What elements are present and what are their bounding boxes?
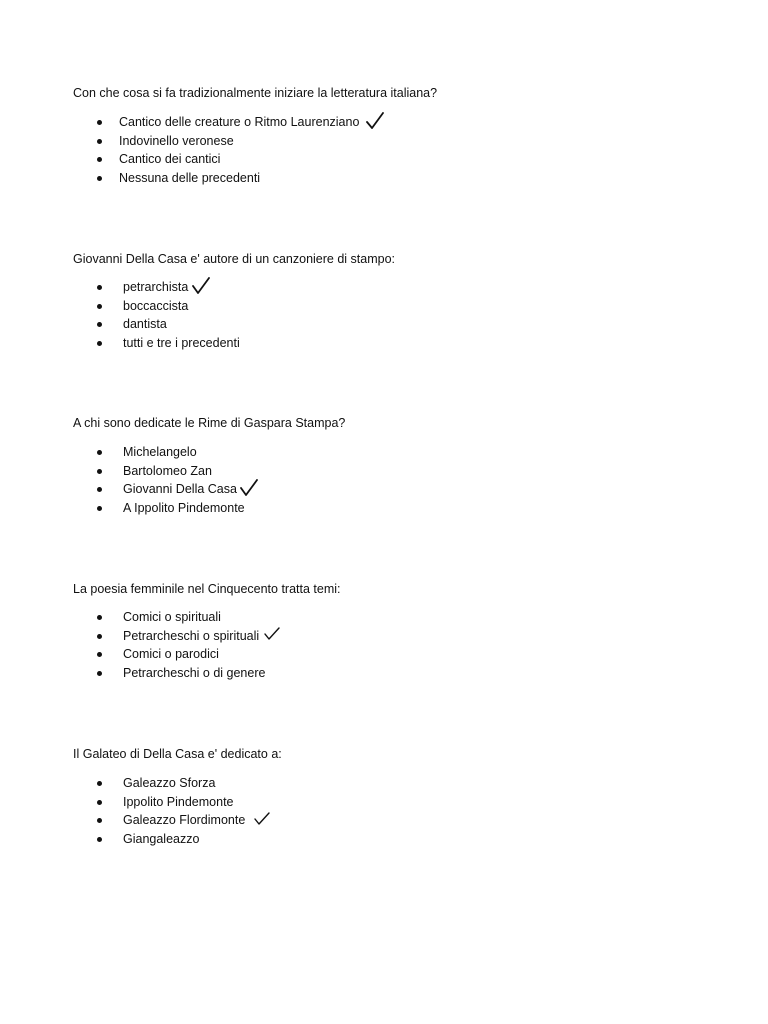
bullet-dot-icon xyxy=(97,450,102,455)
bullet-dot-icon xyxy=(97,800,102,805)
answer-list xyxy=(73,774,713,848)
answer-option xyxy=(73,462,713,481)
answer-label: Indovinello veronese xyxy=(119,133,234,148)
bullet-dot-icon xyxy=(97,341,102,346)
answer-label: boccaccista xyxy=(123,298,189,313)
answer-label: Nessuna delle precedenti xyxy=(119,170,261,185)
checkmark-icon xyxy=(240,479,258,497)
bullet-dot-icon xyxy=(97,652,102,657)
answer-label: dantista xyxy=(123,317,167,331)
checkmark-icon xyxy=(254,812,270,826)
answer-option xyxy=(73,627,713,646)
answer-option xyxy=(73,793,713,812)
answer-label: Ippolito Pindemonte xyxy=(123,794,234,809)
bullet-dot-icon xyxy=(97,139,102,144)
answer-option xyxy=(73,150,713,169)
answer-label: Galeazzo Flordimonte xyxy=(123,813,246,827)
bullet-dot-icon xyxy=(97,157,102,162)
answer-label: Petrarcheschi o di genere xyxy=(123,665,266,680)
answer-option xyxy=(73,334,713,353)
bullet-dot-icon xyxy=(97,506,102,511)
answer-label: A Ippolito Pindemonte xyxy=(123,500,245,515)
bullet-dot-icon xyxy=(97,487,102,492)
bullet-dot-icon xyxy=(97,176,102,181)
bullet-dot-icon xyxy=(97,818,102,823)
answer-label: Bartolomeo Zan xyxy=(123,463,212,478)
answer-label: Comici o parodici xyxy=(123,647,219,661)
answer-label: Giangaleazzo xyxy=(123,831,200,846)
answer-option xyxy=(73,443,713,462)
answer-list xyxy=(73,278,713,352)
question-5 xyxy=(73,747,713,848)
question-3 xyxy=(73,416,713,517)
bullet-dot-icon xyxy=(97,469,102,474)
checkmark-icon xyxy=(264,627,280,641)
answer-option xyxy=(73,278,713,297)
bullet-dot-icon xyxy=(97,285,102,290)
bullet-dot-icon xyxy=(97,634,102,639)
question-text: Giovanni Della Casa e' autore di un canzoniere di stampo: xyxy=(73,252,396,266)
question-4 xyxy=(73,582,713,682)
answer-option xyxy=(73,664,713,683)
answer-label: Giovanni Della Casa xyxy=(123,482,237,496)
answer-label: Comici o spirituali xyxy=(123,610,221,624)
answer-option xyxy=(73,608,713,627)
question-1 xyxy=(73,86,713,187)
answer-option xyxy=(73,113,713,132)
answer-option xyxy=(73,830,713,849)
question-text: Con che cosa si fa tradizionalmente iniziare la letteratura italiana? xyxy=(73,86,438,100)
answer-list xyxy=(73,113,713,187)
answer-label: Michelangelo xyxy=(123,445,197,459)
question-text: A chi sono dedicate le Rime di Gaspara Stampa? xyxy=(73,416,346,430)
bullet-dot-icon xyxy=(97,615,102,620)
answer-option xyxy=(73,811,713,830)
answer-list xyxy=(73,443,713,517)
checkmark-icon xyxy=(192,277,210,295)
bullet-dot-icon xyxy=(97,671,102,676)
answer-option xyxy=(73,774,713,793)
question-text: Il Galateo di Della Casa e' dedicato a: xyxy=(73,747,282,761)
answer-label: Cantico delle creature o Ritmo Laurenziano xyxy=(119,115,360,129)
bullet-dot-icon xyxy=(97,304,102,309)
answer-option xyxy=(73,169,713,188)
answer-label: tutti e tre i precedenti xyxy=(123,335,240,350)
checkmark-icon xyxy=(365,112,385,130)
answer-option xyxy=(73,499,713,518)
answer-label: petrarchista xyxy=(123,280,189,294)
answer-option xyxy=(73,297,713,316)
answer-option xyxy=(73,480,713,499)
answer-list xyxy=(73,608,713,682)
answer-label: Cantico dei cantici xyxy=(119,152,221,166)
question-2 xyxy=(73,252,713,352)
answer-option xyxy=(73,132,713,151)
bullet-dot-icon xyxy=(97,837,102,842)
answer-option xyxy=(73,315,713,334)
bullet-dot-icon xyxy=(97,120,102,125)
bullet-dot-icon xyxy=(97,322,102,327)
answer-option xyxy=(73,645,713,664)
answer-label: Petrarcheschi o spirituali xyxy=(123,628,260,643)
bullet-dot-icon xyxy=(97,781,102,786)
question-text: La poesia femminile nel Cinquecento tratta temi: xyxy=(73,582,341,596)
answer-label: Galeazzo Sforza xyxy=(123,776,216,790)
